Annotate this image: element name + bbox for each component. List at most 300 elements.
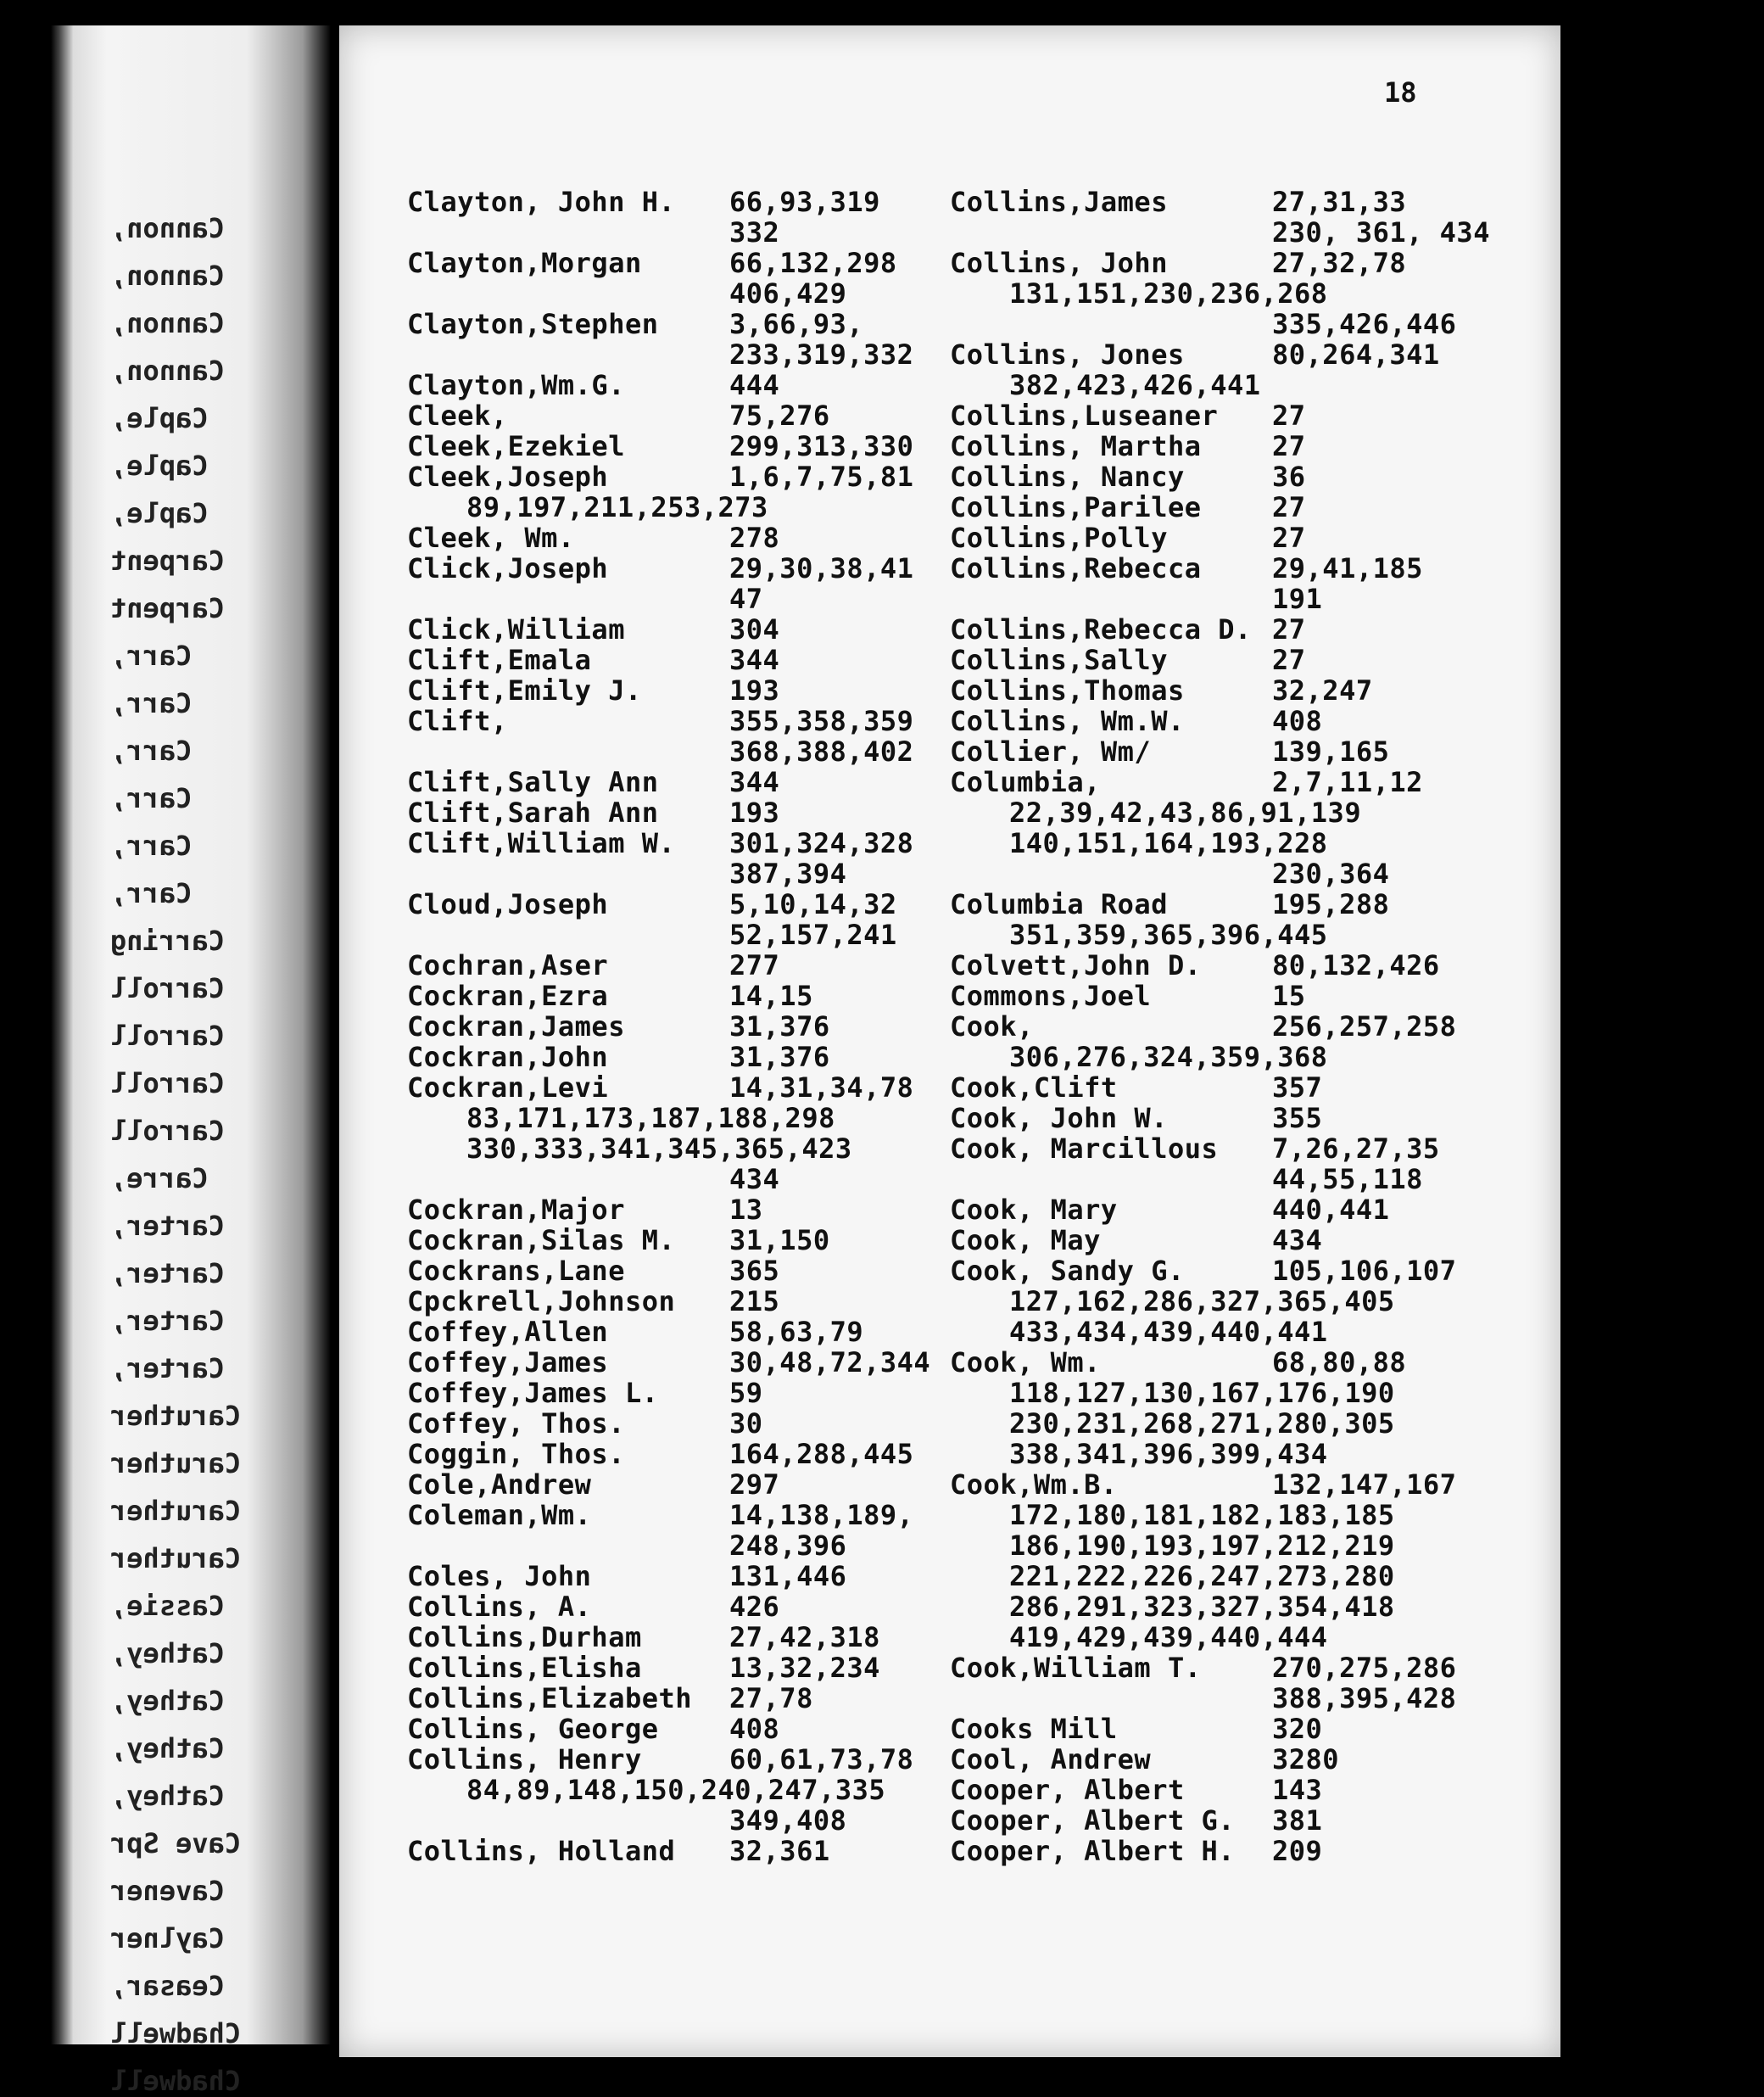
index-entry — [950, 1194, 1544, 1225]
entry-name: Colvett,John D. — [950, 949, 1202, 981]
entry-name: Columbia, — [950, 766, 1101, 798]
bleed-through-word: Carroll — [110, 1067, 225, 1099]
entry-name: Cleek, — [407, 400, 508, 432]
entry-pages: 193 — [729, 797, 780, 829]
entry-pages: 444 — [729, 369, 780, 401]
bleed-through-word: Carroll — [110, 972, 225, 1004]
entry-row — [407, 248, 1001, 278]
entry-row — [950, 1469, 1544, 1500]
entry-row — [950, 492, 1544, 523]
entry-row — [407, 981, 1001, 1011]
entry-pages-continuation: 172,180,181,182,183,185 — [1009, 1499, 1395, 1531]
entry-name: Cool, Andrew — [950, 1743, 1152, 1775]
entry-pages: 58,63,79 — [729, 1316, 864, 1348]
entry-row — [407, 400, 1001, 431]
entry-row — [407, 461, 1001, 492]
entry-row — [407, 1591, 1001, 1622]
entry-pages: 320 — [1272, 1713, 1323, 1745]
entry-name: Clift,Emily J. — [407, 674, 642, 707]
entry-pages: 278 — [729, 522, 780, 554]
index-entry — [407, 1286, 1001, 1317]
entry-row — [407, 1622, 1001, 1652]
entry-name: Cook, Marcillous — [950, 1132, 1219, 1165]
entry-pages: 80,264,341 — [1272, 338, 1440, 371]
entry-row — [407, 431, 1001, 461]
entry-name: Collins,Rebecca — [950, 552, 1202, 584]
entry-row — [950, 248, 1544, 278]
entry-pages: 32,247 — [1272, 674, 1373, 707]
bleed-through-word: Carroll — [110, 1020, 225, 1052]
entry-row — [950, 1347, 1544, 1378]
bleed-through-word: Ceasar, — [110, 1970, 225, 2002]
entry-row — [407, 1317, 1001, 1347]
entry-pages: 75,276 — [729, 400, 830, 432]
entry-pages: 27 — [1272, 522, 1306, 554]
entry-pages: 195,288 — [1272, 888, 1390, 920]
entry-name: Cockran,John — [407, 1041, 609, 1073]
entry-name: Collins, John — [950, 247, 1168, 279]
entry-name: Clift,William W. — [407, 827, 676, 859]
entry-name: Columbia Road — [950, 888, 1168, 920]
index-entry — [950, 553, 1544, 614]
entry-row — [407, 889, 1001, 920]
entry-pages: 270,275,286 — [1272, 1652, 1457, 1684]
index-entry — [407, 309, 1001, 370]
entry-name: Cockrans,Lane — [407, 1255, 625, 1287]
entry-row — [407, 1836, 1001, 1866]
bleed-through-word: Caruther — [110, 1400, 242, 1432]
entry-name: Collins, Holland — [407, 1835, 676, 1867]
bleed-through-word: Carr, — [110, 687, 193, 719]
entry-pages-continuation: 230, 361, 434 — [1272, 216, 1490, 249]
entry-pages-continuation: 233,319,332 — [729, 338, 914, 371]
entry-name: Coleman,Wm. — [407, 1499, 592, 1531]
entry-pages: 13,32,234 — [729, 1652, 880, 1684]
bleed-through-word: Carr, — [110, 782, 193, 814]
bleed-through-word: Carre, — [110, 1162, 209, 1194]
entry-name: Cockran,Silas M. — [407, 1224, 676, 1256]
entry-pages-continuation: 349,408 — [729, 1804, 847, 1837]
index-entry — [950, 1714, 1544, 1744]
entry-pages-continuation: 230,364 — [1272, 858, 1390, 890]
entry-name: Coffey,Allen — [407, 1316, 609, 1348]
entry-pages: 3280 — [1272, 1743, 1340, 1775]
index-entry — [950, 1103, 1544, 1133]
index-entry — [407, 1469, 1001, 1500]
entry-row — [950, 706, 1544, 736]
entry-pages: 27 — [1272, 400, 1306, 432]
entry-row — [950, 950, 1544, 981]
entry-pages: 304 — [729, 613, 780, 646]
entry-name: Collins,Sally — [950, 644, 1168, 676]
entry-name: Collins,Luseaner — [950, 400, 1219, 432]
entry-row — [950, 1744, 1544, 1775]
entry-pages: 132,147,167 — [1272, 1468, 1457, 1501]
entry-row — [407, 553, 1001, 584]
index-entry — [950, 1133, 1544, 1194]
index-entry — [407, 1683, 1001, 1714]
entry-pages: 66,132,298 — [729, 247, 897, 279]
entry-row — [407, 1378, 1001, 1408]
entry-pages-continuation: 118,127,130,167,176,190 — [1009, 1377, 1395, 1409]
bleed-through-word: Carroll — [110, 1115, 225, 1147]
entry-pages-continuation: 286,291,323,327,354,418 — [1009, 1591, 1395, 1623]
bleed-through-word: Cathey, — [110, 1732, 225, 1764]
entry-pages-continuation: 83,171,173,187,188,298 — [466, 1102, 835, 1134]
index-entry — [950, 187, 1544, 248]
bleed-through-word: Caple, — [110, 497, 209, 529]
index-entry — [407, 706, 1001, 767]
entry-row — [407, 1683, 1001, 1714]
entry-name: Cooper, Albert G. — [950, 1804, 1236, 1837]
entry-row — [950, 1225, 1544, 1255]
entry-row — [950, 523, 1544, 553]
index-entry — [407, 1652, 1001, 1683]
entry-row — [950, 645, 1544, 675]
entry-name: Cockran,James — [407, 1010, 625, 1043]
entry-pages: 434 — [1272, 1224, 1323, 1256]
entry-pages: 66,93,319 — [729, 186, 880, 218]
bleed-through-word: Cassie, — [110, 1590, 225, 1622]
bleed-through-word: Caruther — [110, 1447, 242, 1479]
index-entry — [950, 1072, 1544, 1103]
entry-name: Cook,Wm.B. — [950, 1468, 1118, 1501]
entry-row — [950, 1072, 1544, 1103]
entry-pages: 60,61,73,78 — [729, 1743, 914, 1775]
bleed-through-word: Caruther — [110, 1495, 242, 1527]
bleed-through-word: Caple, — [110, 402, 209, 434]
entry-name: Cooper, Albert — [950, 1774, 1185, 1806]
entry-pages: 3,66,93, — [729, 308, 864, 340]
entry-row — [407, 1652, 1001, 1683]
entry-name: Coffey,James L. — [407, 1377, 659, 1409]
entry-pages: 365 — [729, 1255, 780, 1287]
index-entry — [407, 1408, 1001, 1439]
entry-name: Cleek, Wm. — [407, 522, 575, 554]
index-entry — [407, 675, 1001, 706]
entry-name: Coffey, Thos. — [407, 1407, 625, 1440]
index-entry — [407, 523, 1001, 553]
index-entry — [407, 1255, 1001, 1286]
entry-pages: 31,376 — [729, 1010, 830, 1043]
entry-pages: 139,165 — [1272, 735, 1390, 768]
index-entry — [407, 1072, 1001, 1194]
index-entry — [950, 1011, 1544, 1072]
entry-pages: 301,324,328 — [729, 827, 914, 859]
index-entry — [407, 1317, 1001, 1347]
entry-pages-continuation: 387,394 — [729, 858, 847, 890]
entry-pages: 5,10,14,32 — [729, 888, 897, 920]
entry-name: Collins,James — [950, 186, 1168, 218]
entry-pages: 80,132,426 — [1272, 949, 1440, 981]
entry-row — [407, 706, 1001, 736]
index-page — [339, 25, 1560, 2057]
entry-name: Cook, Wm. — [950, 1346, 1101, 1378]
entry-name: Cook, Sandy G. — [950, 1255, 1185, 1287]
entry-pages-continuation: 351,359,365,396,445 — [1009, 919, 1328, 951]
entry-pages: 131,446 — [729, 1560, 847, 1592]
entry-row — [407, 614, 1001, 645]
entry-name: Collins, Wm.W. — [950, 705, 1185, 737]
bleed-through-word: Caruther — [110, 1542, 242, 1574]
entry-pages: 440,441 — [1272, 1194, 1390, 1226]
entry-pages: 29,41,185 — [1272, 552, 1423, 584]
entry-pages-continuation: 332 — [729, 216, 780, 249]
entry-row — [407, 1347, 1001, 1378]
entry-pages: 7,26,27,35 — [1272, 1132, 1440, 1165]
index-entry — [950, 767, 1544, 889]
entry-pages-continuation: 52,157,241 — [729, 919, 897, 951]
entry-pages-continuation: 433,434,439,440,441 — [1009, 1316, 1328, 1348]
entry-pages-continuation: 140,151,164,193,228 — [1009, 827, 1328, 859]
entry-name: Collins, A. — [407, 1591, 592, 1623]
entry-pages: 193 — [729, 674, 780, 707]
entry-name: Collins, Martha — [950, 430, 1202, 462]
entry-name: Cook,Clift — [950, 1071, 1118, 1104]
entry-name: Collins, Jones — [950, 338, 1185, 371]
entry-pages: 32,361 — [729, 1835, 830, 1867]
index-entry — [407, 950, 1001, 981]
entry-row — [950, 553, 1544, 584]
entry-pages: 1,6,7,75,81 — [729, 461, 914, 493]
entry-name: Collier, Wm/ — [950, 735, 1152, 768]
entry-row — [950, 1836, 1544, 1866]
bleed-through-word: Carr, — [110, 640, 193, 672]
index-entry — [407, 1347, 1001, 1378]
entry-name: Cockran,Major — [407, 1194, 625, 1226]
entry-pages: 27,32,78 — [1272, 247, 1407, 279]
entry-pages: 344 — [729, 766, 780, 798]
entry-pages-continuation: 338,341,396,399,434 — [1009, 1438, 1328, 1470]
index-entry — [407, 889, 1001, 950]
bleed-through-word: Cathey, — [110, 1685, 225, 1717]
index-entry — [950, 645, 1544, 675]
index-entry — [407, 461, 1001, 523]
entry-row — [950, 1255, 1544, 1286]
entry-pages-continuation: 186,190,193,197,212,219 — [1009, 1529, 1395, 1562]
entry-name: Cockran,Levi — [407, 1071, 609, 1104]
entry-row — [950, 614, 1544, 645]
entry-pages-continuation: 388,395,428 — [1272, 1682, 1457, 1714]
index-entry — [950, 706, 1544, 736]
index-entry — [407, 797, 1001, 828]
entry-name: Collins,Parilee — [950, 491, 1202, 523]
entry-pages: 2,7,11,12 — [1272, 766, 1423, 798]
entry-pages-continuation: 131,151,230,236,268 — [1009, 277, 1328, 310]
index-entry — [950, 1225, 1544, 1255]
index-entry — [407, 1591, 1001, 1622]
index-entry — [950, 523, 1544, 553]
entry-pages: 29,30,38,41 — [729, 552, 914, 584]
entry-name: Clift, — [407, 705, 508, 737]
entry-pages-continuation: 382,423,426,441 — [1009, 369, 1261, 401]
index-entry — [407, 1744, 1001, 1836]
entry-row — [950, 1011, 1544, 1042]
entry-pages: 143 — [1272, 1774, 1323, 1806]
bleed-through-word: Carr, — [110, 877, 193, 909]
entry-pages: 297 — [729, 1468, 780, 1501]
entry-row — [950, 675, 1544, 706]
index-entry — [407, 553, 1001, 614]
entry-name: Cleek,Ezekiel — [407, 430, 625, 462]
entry-name: Click,William — [407, 613, 625, 646]
bleed-through-word: Cathey, — [110, 1637, 225, 1669]
entry-name: Coffey,James — [407, 1346, 609, 1378]
bleed-through-word: Chadwell — [110, 2065, 242, 2097]
entry-row — [950, 339, 1544, 370]
entry-row — [407, 370, 1001, 400]
entry-row — [950, 400, 1544, 431]
entry-row — [407, 1561, 1001, 1591]
entry-name: Cooks Mill — [950, 1713, 1118, 1745]
entry-pages-continuation: 22,39,42,43,86,91,139 — [1009, 797, 1362, 829]
facing-page-bleed — [51, 25, 331, 2097]
index-entry — [407, 1561, 1001, 1591]
entry-pages: 27 — [1272, 613, 1306, 646]
entry-pages: 14,31,34,78 — [729, 1071, 914, 1104]
index-entry — [407, 1836, 1001, 1866]
entry-name: Collins, Henry — [407, 1743, 642, 1775]
entry-row — [407, 1225, 1001, 1255]
entry-name: Collins,Elisha — [407, 1652, 642, 1684]
entry-row — [407, 523, 1001, 553]
entry-pages: 31,376 — [729, 1041, 830, 1073]
entry-row — [950, 889, 1544, 920]
index-entry — [407, 828, 1001, 889]
index-entry — [407, 1225, 1001, 1255]
entry-row — [407, 1011, 1001, 1042]
bleed-through-word: Caple, — [110, 450, 209, 482]
bleed-through-word: Carter, — [110, 1210, 225, 1242]
entry-row — [407, 187, 1001, 217]
entry-name: Click,Joseph — [407, 552, 609, 584]
entry-pages-continuation: 44,55,118 — [1272, 1163, 1423, 1195]
entry-name: Cleek,Joseph — [407, 461, 609, 493]
index-entry — [407, 1714, 1001, 1744]
entry-pages-continuation: 221,222,226,247,273,280 — [1009, 1560, 1395, 1592]
entry-pages: 256,257,258 — [1272, 1010, 1457, 1043]
entry-pages: 355,358,359 — [729, 705, 914, 737]
bleed-through-word: Carr, — [110, 735, 193, 767]
entry-row — [407, 309, 1001, 339]
entry-name: Clayton, John H. — [407, 186, 676, 218]
entry-pages-continuation: 191 — [1272, 583, 1323, 615]
entry-pages: 13 — [729, 1194, 763, 1226]
entry-row — [407, 1469, 1001, 1500]
entry-row — [407, 1439, 1001, 1469]
bleed-through-word: Cannon, — [110, 355, 225, 387]
entry-pages: 27,31,33 — [1272, 186, 1407, 218]
entry-row — [950, 1133, 1544, 1164]
entry-row — [950, 736, 1544, 767]
entry-row — [950, 1194, 1544, 1225]
entry-pages: 30 — [729, 1407, 763, 1440]
bleed-through-word: Carter, — [110, 1352, 225, 1384]
entry-row — [407, 675, 1001, 706]
index-entry — [950, 461, 1544, 492]
bleed-through-word: Cannon, — [110, 260, 225, 292]
index-entry — [950, 675, 1544, 706]
entry-pages-continuation: 368,388,402 — [729, 735, 914, 768]
index-entry — [950, 1469, 1544, 1652]
entry-name: Collins,Elizabeth — [407, 1682, 693, 1714]
entry-row — [950, 1652, 1544, 1683]
entry-name: Cpckrell,Johnson — [407, 1285, 676, 1317]
entry-name: Commons,Joel — [950, 980, 1152, 1012]
entry-pages: 355 — [1272, 1102, 1323, 1134]
entry-row — [950, 1714, 1544, 1744]
index-column-left — [407, 187, 1001, 1866]
entry-name: Cook, May — [950, 1224, 1101, 1256]
index-entry — [950, 431, 1544, 461]
index-entry — [950, 1347, 1544, 1469]
page-number: 18 — [1384, 76, 1417, 109]
entry-name: Collins, George — [407, 1713, 659, 1745]
entry-row — [950, 981, 1544, 1011]
index-entry — [950, 950, 1544, 981]
entry-pages: 14,138,189, — [729, 1499, 914, 1531]
index-entry — [950, 736, 1544, 767]
entry-pages: 408 — [1272, 705, 1323, 737]
entry-pages: 14,15 — [729, 980, 813, 1012]
entry-name: Collins,Polly — [950, 522, 1168, 554]
entry-pages: 27 — [1272, 644, 1306, 676]
entry-pages: 426 — [729, 1591, 780, 1623]
index-entry — [407, 1500, 1001, 1561]
index-entry — [407, 400, 1001, 431]
entry-row — [950, 1775, 1544, 1805]
index-entry — [407, 1378, 1001, 1408]
entry-name: Coles, John — [407, 1560, 592, 1592]
entry-row — [407, 797, 1001, 828]
entry-name: Cole,Andrew — [407, 1468, 592, 1501]
index-entry — [950, 614, 1544, 645]
index-entry — [950, 339, 1544, 400]
index-entry — [950, 1805, 1544, 1836]
entry-pages: 408 — [729, 1713, 780, 1745]
index-column-right — [950, 187, 1544, 1866]
entry-pages: 36 — [1272, 461, 1306, 493]
entry-name: Clayton,Stephen — [407, 308, 659, 340]
bleed-through-word: Cavener — [110, 1875, 225, 1907]
index-entry — [407, 1042, 1001, 1072]
entry-name: Cook, John W. — [950, 1102, 1168, 1134]
entry-name: Cook, — [950, 1010, 1034, 1043]
entry-row — [950, 1805, 1544, 1836]
index-entry — [950, 400, 1544, 431]
index-entry — [950, 1652, 1544, 1714]
entry-pages: 381 — [1272, 1804, 1323, 1837]
entry-pages: 164,288,445 — [729, 1438, 914, 1470]
index-entry — [950, 1775, 1544, 1805]
bleed-through-word: Carpent — [110, 592, 225, 624]
index-entry — [407, 981, 1001, 1011]
index-entry — [407, 1194, 1001, 1225]
entry-pages-continuation: 335,426,446 — [1272, 308, 1457, 340]
entry-row — [407, 950, 1001, 981]
entry-pages: 31,150 — [729, 1224, 830, 1256]
entry-row — [407, 1500, 1001, 1530]
entry-pages: 344 — [729, 644, 780, 676]
entry-row — [950, 431, 1544, 461]
index-entry — [950, 248, 1544, 339]
entry-name: Cooper, Albert H. — [950, 1835, 1236, 1867]
index-entry — [407, 1439, 1001, 1469]
entry-name: Clift,Emala — [407, 644, 592, 676]
index-entry — [407, 431, 1001, 461]
entry-pages: 27,42,318 — [729, 1621, 880, 1653]
entry-row — [407, 1714, 1001, 1744]
